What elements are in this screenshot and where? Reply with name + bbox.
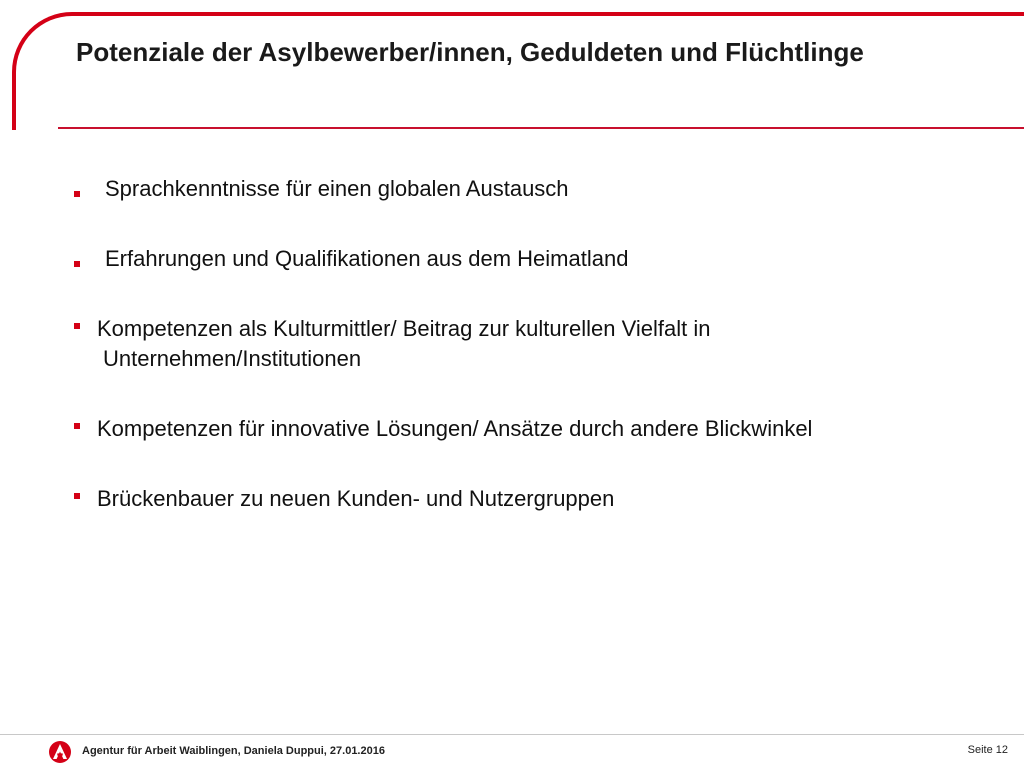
bullet-text: Erfahrungen und Qualifikationen aus dem Heimatland [105, 246, 629, 271]
bullet-text: Sprachkenntnisse für einen globalen Austausch [105, 176, 569, 201]
bullet-text: Kompetenzen als Kulturmittler/ Beitrag zur kulturellen Vielfalt in [97, 316, 711, 341]
footer-divider [0, 734, 1024, 735]
square-bullet-icon [74, 323, 80, 329]
square-bullet-icon [74, 493, 80, 499]
slide-frame-top-line [128, 12, 1024, 16]
bullet-text: Kompetenzen für innovative Lösungen/ Ansätze durch andere Blickwinkel [97, 416, 813, 441]
slide-title: Potenziale der Asylbewerber/innen, Geduldeten und Flüchtlinge [76, 37, 864, 67]
title-divider [58, 127, 1024, 129]
agentur-logo-icon [48, 740, 72, 764]
square-bullet-icon [74, 423, 80, 429]
footer-text: Agentur für Arbeit Waiblingen, Daniela Duppui, 27.01.2016 [82, 745, 385, 757]
square-bullet-icon [74, 191, 80, 197]
bullet-text: Brückenbauer zu neuen Kunden- und Nutzergruppen [97, 486, 615, 511]
page-number: Seite 12 [967, 744, 1008, 756]
square-bullet-icon [74, 261, 80, 267]
bullet-text-continuation: Unternehmen/Institutionen [103, 346, 362, 371]
slide-frame-curve [12, 12, 132, 130]
